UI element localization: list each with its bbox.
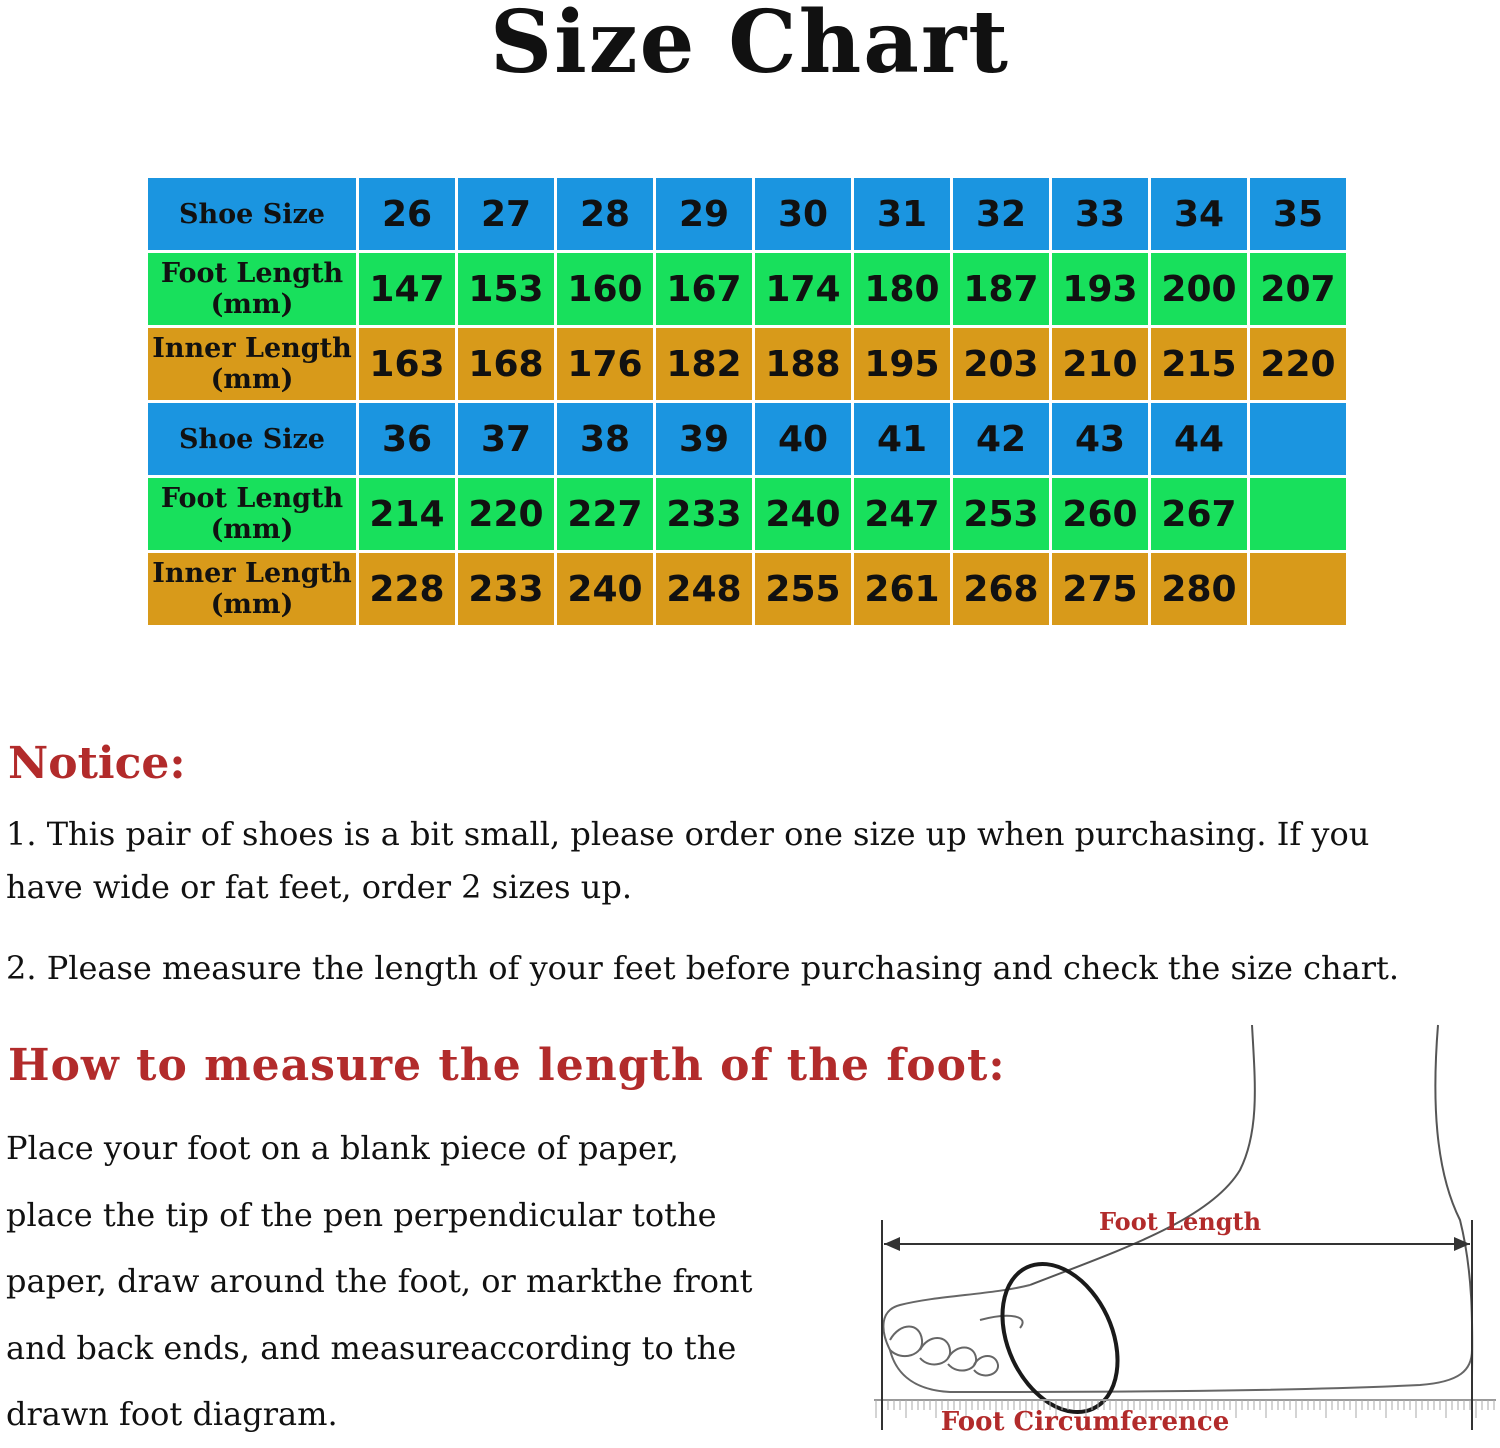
size-cell: 280 bbox=[1151, 553, 1247, 625]
size-cell: 33 bbox=[1052, 178, 1148, 250]
foot-outline bbox=[883, 1285, 1472, 1392]
size-cell: 203 bbox=[953, 328, 1049, 400]
size-cell: 163 bbox=[359, 328, 455, 400]
size-cell: 29 bbox=[656, 178, 752, 250]
size-cell: 240 bbox=[557, 553, 653, 625]
size-cell: 26 bbox=[359, 178, 455, 250]
size-cell: 215 bbox=[1151, 328, 1247, 400]
size-cell: 220 bbox=[458, 478, 554, 550]
row-label bbox=[148, 178, 356, 250]
size-cell: 267 bbox=[1151, 478, 1247, 550]
toe-outline bbox=[974, 1356, 998, 1375]
size-cell: 233 bbox=[458, 553, 554, 625]
how-to-instructions bbox=[6, 1115, 866, 1448]
size-table-row bbox=[148, 178, 1346, 250]
size-cell: 147 bbox=[359, 253, 455, 325]
leg-outline-back bbox=[1435, 1025, 1472, 1380]
size-cell: 40 bbox=[755, 403, 851, 475]
toe-outline bbox=[948, 1348, 976, 1371]
notice-item-2: 2. Please measure the length of your feet before purchasing and check the size chart. bbox=[6, 949, 1400, 987]
size-cell: 167 bbox=[656, 253, 752, 325]
size-cell: 39 bbox=[656, 403, 752, 475]
size-cell: 36 bbox=[359, 403, 455, 475]
size-cell: 34 bbox=[1151, 178, 1247, 250]
row-label-line: Foot Length bbox=[160, 483, 344, 514]
row-label-unit: (mm) bbox=[210, 589, 294, 620]
row-label bbox=[148, 403, 356, 475]
size-cell: 176 bbox=[557, 328, 653, 400]
size-cell: 247 bbox=[854, 478, 950, 550]
size-cell: 220 bbox=[1250, 328, 1346, 400]
foot-measurement-diagram bbox=[860, 1020, 1500, 1435]
size-table-row bbox=[148, 328, 1346, 400]
row-label-line: Shoe Size bbox=[179, 423, 325, 455]
notice-heading: Notice: bbox=[8, 738, 186, 789]
size-chart-table bbox=[145, 175, 1349, 628]
row-label bbox=[148, 253, 356, 325]
size-cell: 207 bbox=[1250, 253, 1346, 325]
size-cell: 43 bbox=[1052, 403, 1148, 475]
size-cell: 153 bbox=[458, 253, 554, 325]
row-label-unit: (mm) bbox=[210, 364, 294, 395]
row-label-line: Shoe Size bbox=[179, 198, 325, 230]
arrow-head-left bbox=[884, 1237, 900, 1251]
size-cell bbox=[1250, 478, 1346, 550]
size-cell: 28 bbox=[557, 178, 653, 250]
row-label-unit: (mm) bbox=[210, 289, 294, 320]
size-cell: 37 bbox=[458, 403, 554, 475]
row-label bbox=[148, 553, 356, 625]
size-cell: 160 bbox=[557, 253, 653, 325]
leg-outline-front bbox=[1030, 1025, 1255, 1285]
size-table-row bbox=[148, 403, 1346, 475]
size-cell: 193 bbox=[1052, 253, 1148, 325]
size-cell: 210 bbox=[1052, 328, 1148, 400]
foot-circumference-label: Foot Circumference bbox=[940, 1407, 1230, 1435]
size-cell: 261 bbox=[854, 553, 950, 625]
size-cell: 27 bbox=[458, 178, 554, 250]
size-cell: 200 bbox=[1151, 253, 1247, 325]
size-cell: 275 bbox=[1052, 553, 1148, 625]
size-cell: 195 bbox=[854, 328, 950, 400]
notice-item-1 bbox=[6, 808, 1466, 914]
row-label-line: Foot Length bbox=[160, 258, 344, 289]
how-to-line: Place your foot on a blank piece of paper, bbox=[6, 1129, 679, 1167]
size-cell: 41 bbox=[854, 403, 950, 475]
size-cell: 214 bbox=[359, 478, 455, 550]
size-cell: 168 bbox=[458, 328, 554, 400]
how-to-line: and back ends, and measureaccording to the bbox=[6, 1328, 737, 1367]
size-cell: 174 bbox=[755, 253, 851, 325]
size-cell: 248 bbox=[656, 553, 752, 625]
size-cell bbox=[1250, 553, 1346, 625]
size-cell: 182 bbox=[656, 328, 752, 400]
size-cell: 260 bbox=[1052, 478, 1148, 550]
foot-length-label: Foot Length bbox=[1098, 1207, 1262, 1236]
size-cell: 38 bbox=[557, 403, 653, 475]
row-label bbox=[148, 478, 356, 550]
row-label-unit: (mm) bbox=[210, 514, 294, 545]
size-cell: 31 bbox=[854, 178, 950, 250]
row-label bbox=[148, 328, 356, 400]
toe-outline bbox=[920, 1338, 950, 1364]
size-cell: 228 bbox=[359, 553, 455, 625]
page-title: Size Chart bbox=[489, 0, 1010, 93]
size-cell: 233 bbox=[656, 478, 752, 550]
size-cell: 255 bbox=[755, 553, 851, 625]
size-cell: 35 bbox=[1250, 178, 1346, 250]
size-table-row bbox=[148, 478, 1346, 550]
toe-outline bbox=[890, 1327, 922, 1357]
size-cell: 227 bbox=[557, 478, 653, 550]
size-table-row bbox=[148, 253, 1346, 325]
size-cell bbox=[1250, 403, 1346, 475]
row-label-line: Inner Length bbox=[152, 333, 352, 364]
size-cell: 253 bbox=[953, 478, 1049, 550]
size-cell: 188 bbox=[755, 328, 851, 400]
how-to-line: paper, draw around the foot, or markthe front bbox=[6, 1262, 753, 1300]
size-table-row bbox=[148, 553, 1346, 625]
size-cell: 32 bbox=[953, 178, 1049, 250]
size-cell: 187 bbox=[953, 253, 1049, 325]
how-to-line: drawn foot diagram. bbox=[6, 1395, 338, 1433]
size-cell: 180 bbox=[854, 253, 950, 325]
row-label-line: Inner Length bbox=[152, 558, 352, 589]
size-cell: 268 bbox=[953, 553, 1049, 625]
size-cell: 44 bbox=[1151, 403, 1247, 475]
notice-item-1-line-2: have wide or fat feet, order 2 sizes up. bbox=[6, 868, 632, 906]
how-to-heading: How to measure the length of the foot: bbox=[8, 1040, 1006, 1091]
size-cell: 240 bbox=[755, 478, 851, 550]
arrow-head-right bbox=[1454, 1237, 1470, 1251]
how-to-line: place the tip of the pen perpendicular tothe bbox=[6, 1195, 717, 1234]
notice-item-1-line-1: 1. This pair of shoes is a bit small, please order one size up when purchasing. If you bbox=[6, 815, 1370, 853]
size-cell: 30 bbox=[755, 178, 851, 250]
size-cell: 42 bbox=[953, 403, 1049, 475]
